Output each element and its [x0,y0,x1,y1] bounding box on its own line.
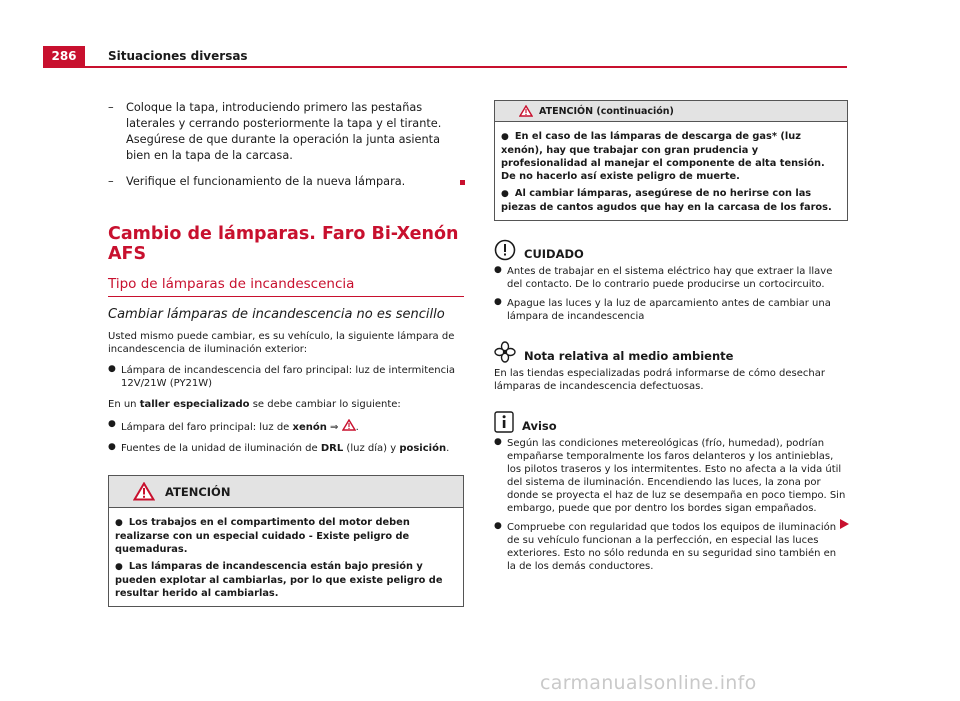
environment-body [494,367,848,393]
list-item-text: Antes de trabajar en el sistema eléctrico hay que extraer la llave del contacto. De lo contrario puede producirse un cortocircuito. [507,266,833,290]
text-run: se debe cambiar lo siguiente: [249,399,401,410]
section-title: Cambio de lámparas. Faro Bi-Xenón AFS [108,224,459,264]
header-rule [43,66,847,68]
warning-title: ATENCIÓN [165,484,231,499]
list-item [494,521,848,573]
topic-title: Cambiar lámparas de incandescencia no es sencillo [108,307,445,322]
list-item [494,437,848,515]
bullet-icon: ● [108,419,116,429]
list-item-text: Los trabajos en el compartimento del motor deben realizarse con un especial cuidado - Existe peligro de quemaduras. [115,517,410,555]
warning-continued-box [494,100,848,221]
list-item [108,419,464,434]
bullet-icon: ● [108,442,116,452]
list-item [494,265,848,291]
environment-text: En las tiendas especializadas podrá informarse de cómo desechar lámparas de incandescencia defectuosas. [494,368,825,392]
dash-icon: – [108,175,114,188]
watermark: carmanualsonline.info [540,672,757,694]
text-run: Fuentes de la unidad de iluminación de [121,443,321,454]
warning-triangle-icon [133,482,155,501]
continue-arrow-icon[interactable] [840,519,849,529]
step-text: Coloque la tapa, introduciendo primero las pestañas laterales y cerrando posteriormente la tapa y el tirante. Asegúrese de que durante la operación la junta asienta bien en la tapa de la carcasa. [126,101,442,162]
bullet-icon: ● [115,562,123,572]
aviso-body [494,437,848,573]
list-item [115,516,457,556]
text-run: . [355,422,359,433]
step-item [108,174,464,190]
list-item [115,560,457,600]
bullet-icon: ● [494,437,502,447]
list-item [494,297,848,323]
posicion-bold: posición [399,443,447,454]
step-item [108,100,464,164]
warning-body [495,122,847,220]
left-column [108,100,464,607]
xenon-bold: xenón [292,422,327,433]
subsection-title: Tipo de lámparas de incandescencia [108,276,464,297]
caution-body [494,265,848,323]
info-i-icon [494,411,514,433]
bullet-icon: ● [115,518,123,528]
taller-bold: taller especializado [139,399,250,410]
bullet-icon: ● [494,265,502,275]
bullet-icon: ● [494,297,502,307]
bullet-icon: ● [501,189,509,199]
warning-header [109,476,463,508]
warning-triangle-icon[interactable] [342,419,356,431]
list-item-text: Compruebe con regularidad que todos los equipos de iluminación de su vehículo funcionan a la perfección, en especial las luces exteriores. Esto no sólo redunda en su seguridad sino también en la de los demás conductores. [507,522,837,572]
list-item [501,187,841,214]
drl-bold: DRL [320,443,344,454]
environment-header [494,341,848,363]
list-item-text: Las lámparas de incandescencia están bajo presión y pueden explotar al cambiarlas, por lo que existe peligro de resultar herido al cambiarlas. [115,561,443,599]
bullet-icon: ● [108,364,116,374]
aviso-header [494,411,848,433]
list-item [108,442,464,455]
bullet-icon: ● [501,132,509,142]
warning-box [108,475,464,607]
step-text: Verifique el funcionamiento de la nueva lámpara. [126,175,406,188]
list-item-text: Apague las luces y la luz de aparcamiento antes de cambiar una lámpara de incandescencia [507,298,831,322]
warning-triangle-icon [519,105,533,117]
warning-title: ATENCIÓN (continuación) [539,105,674,117]
text-run: Lámpara del faro principal: luz de [121,422,293,433]
list-item-text: Según las condiciones metereológicas (frío, humedad), podrían empañarse temporalmente los faros delanteros y los antinieblas, los pilotos traseros y los intermitentes. Esto no afecta a la vida útil del sistema de iluminación. Encendiendo las luces, la zona por donde se proyecta el haz de luz se desempaña en poco tiempo. Sin embargo, puede que por dentro los bordes sigan empañados. [507,438,846,514]
workshop-paragraph [108,398,464,411]
end-square-icon [460,180,465,185]
environment-flower-icon [494,341,516,363]
right-column [494,100,848,573]
text-run: (luz día) y [343,443,400,454]
warning-header [495,101,847,122]
list-item-text: Al cambiar lámparas, asegúrese de no herirse con las piezas de cantos agudos que hay en la carcasa de los faros. [501,188,832,213]
caution-exclamation-icon [494,239,516,261]
warning-body [109,508,463,606]
list-item-text: Lámpara de incandescencia del faro principal: luz de intermitencia 12V/21W (PY21W) [121,365,456,389]
running-title: Situaciones diversas [108,49,248,63]
list-item [501,130,841,183]
caution-title: CUIDADO [524,247,584,261]
intro-paragraph: Usted mismo puede cambiar, es su vehículo, la siguiente lámpara de incandescencia de iluminación exterior: [108,331,455,355]
bullet-icon: ● [494,521,502,531]
text-run: En un [108,399,140,410]
text-run: . [446,443,450,454]
dash-icon: – [108,101,114,114]
aviso-title: Aviso [522,419,557,433]
ref-arrow: ⇒ [330,422,339,433]
list-item-text: En el caso de las lámparas de descarga de gas* (luz xenón), hay que trabajar con gran prudencia y profesionalidad al manejar el componente de alta tensión. De no hacerlo así existe peligro de muerte. [501,131,825,182]
list-item [108,364,464,390]
caution-header [494,239,848,261]
page-number: 286 [43,46,85,66]
environment-title: Nota relativa al medio ambiente [524,349,734,363]
